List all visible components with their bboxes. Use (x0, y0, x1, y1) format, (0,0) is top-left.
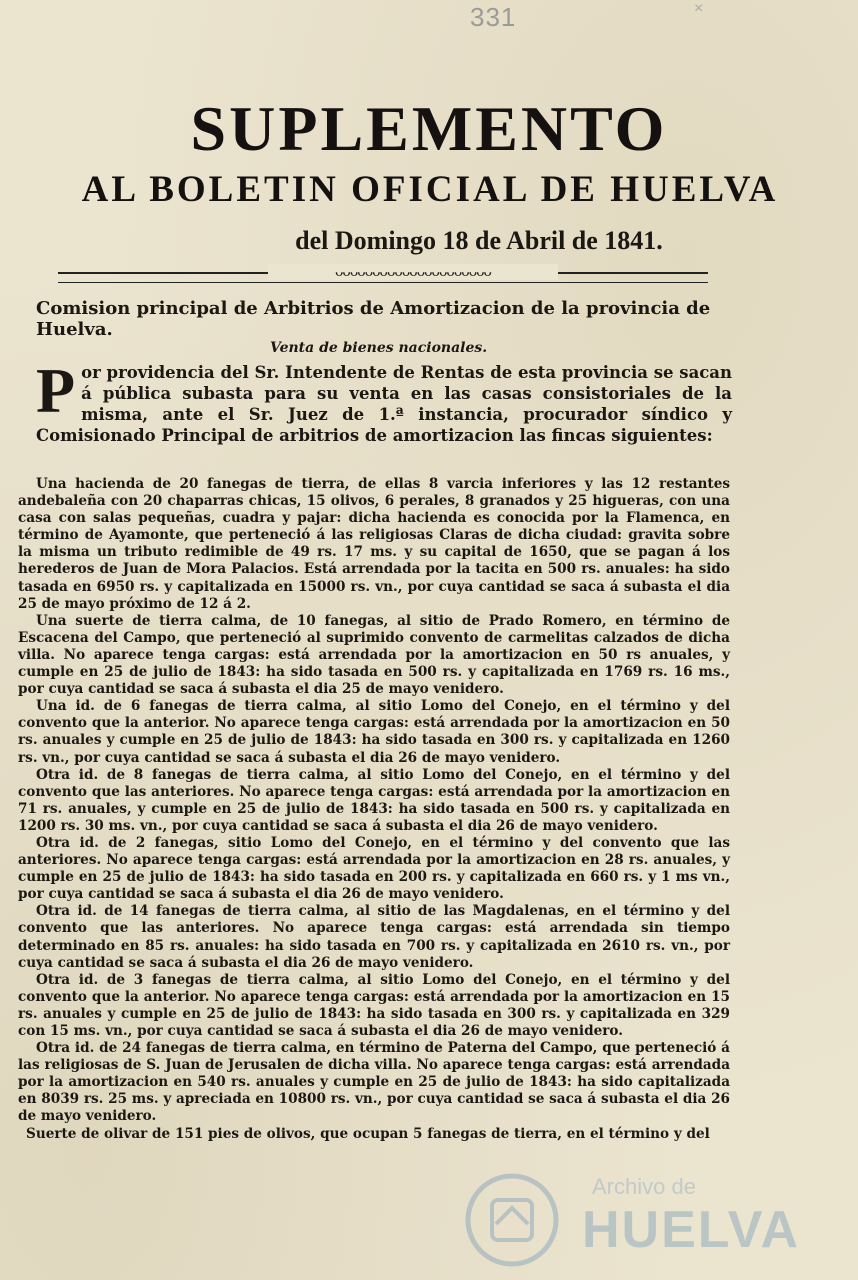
listing-paragraph: Una suerte de tierra calma, de 10 fanegas, al sitio de Prado Romero, en término de Escacena del Campo, que perteneció al suprimido convento de carmelitas calzados de dicha villa. No aparece tenga cargas: está arrendada por la amortizacion en 50 rs anuales, y cumple en 25 de julio de 1843: ha sido tasada en 500 rs. y capitalizada en 1769 rs. 16 ms., por cuya cantidad se saca á subasta el dia 25 de mayo venidero. (18, 612, 730, 698)
watermark-big-text: HUELVA (582, 1201, 801, 1259)
corner-mark: × (694, 0, 704, 17)
listing-paragraph: Otra id. de 24 fanegas de tierra calma, en término de Paterna del Campo, que perteneció á las religiosas de S. Juan de Jerusalen de dicha villa. No aparece tenga cargas: está arrendada por la amortizacion en 540 rs. anuales y cumple en 25 de julio de 1843: ha sido capitalizada en 8039 rs. 25 ms. y apreciada en 10800 rs. vn., por cuya cantidad se saca á subasta el dia 26 de mayo venidero. (18, 1040, 730, 1125)
intro-paragraph (36, 355, 732, 446)
page-subtitle: AL BOLETIN OFICIAL DE HUELVA (81, 169, 779, 210)
listing-paragraph: Una hacienda de 20 fanegas de tierra, de ellas 8 varcia inferiores y las 12 restantes andebaleña con 20 chaparras chicas, 15 olivos, 6 perales, 8 granados y 25 higueras, con una casa con salas pequeñas, cuadra y pajar: dicha hacienda es conocida por la Flamenca, en término de Ayamonte, que perteneció á las religiosas Claras de dicha ciudad: gravita sobre la misma un tributo redimible de 49 rs. 17 ms. y su capital de 1650, que se pagan á los herederos de Juan de Mora Palacios. Está arrendada por la tacita en 500 rs. anuales: ha sido tasada en 6950 rs. y capitalizada en 15000 rs. vn., por cuya cantidad se saca á subasta el dia 25 de mayo próximo de 12 á 2. (18, 476, 730, 612)
handwritten-shelfmark: 331 (470, 2, 517, 32)
watermark-small-text: Archivo de (592, 1174, 696, 1199)
section-heading: Venta de bienes nacionales. (270, 340, 488, 356)
commission-heading: Comision principal de Arbitrios de Amortizacion de la provincia de Huelva. (36, 298, 711, 340)
listing-paragraph: Otra id. de 2 fanegas, sitio Lomo del Conejo, en el término y del convento que las anteriores. No aparece tenga cargas: está arrendada por la amortizacion en 28 rs. anuales, y cumple en 25 de julio de 1843: ha sido tasada en 200 rs. y capitalizada en 660 rs. y 1 ms vn., por cuya cantidad se saca á subasta el dia 26 de mayo venidero. (18, 834, 730, 903)
rule-ornament: ᴗᴗᴗᴗᴗᴗᴗᴗᴗᴗᴗᴗᴗᴗᴗᴗᴗᴗᴗᴗᴗ (268, 264, 558, 280)
decorative-rule (58, 266, 708, 290)
issue-date: del Domingo 18 de Abril de 1841. (295, 226, 663, 255)
rule-line-bottom (58, 282, 708, 283)
page-title: SUPLEMENTO (190, 93, 668, 164)
intro-text: or providencia del Sr. Intendente de Rentas de esta provincia se sacan á pública subasta para su venta en las casas consistoriales de la misma, ante el Sr. Juez de 1.ª instancia, procurador síndico y Comisionado Principal de arbitrios de amortizacion las fincas siguientes: (36, 363, 732, 445)
listing-paragraph: Otra id. de 14 fanegas de tierra calma, al sitio de las Magdalenas, en el término y del convento que las anteriores. No aparece tenga cargas: está arrendada sin tiempo determinado en 85 rs. anuales: ha sido tasada en 700 rs. y capitalizada en 2610 rs. vn., por cuya cantidad se saca á subasta el dia 26 de mayo venidero. (18, 903, 730, 971)
listing-paragraph: Otra id. de 3 fanegas de tierra calma, al sitio Lomo del Conejo, en el término y del convento que la anterior. No aparece tenga cargas: está arrendada por la amortizacion en 15 rs. anuales y cumple en 25 de julio de 1843: ha sido tasada en 300 rs. y capitalizada en 329 con 15 ms. vn., por cuya cantidad se saca á subasta el dia 26 de mayo venidero. (18, 971, 730, 1039)
listing-paragraph: Suerte de olivar de 151 pies de olivos, que ocupan 5 fanegas de tierra, en el término y del (26, 1125, 710, 1142)
drop-cap: P (36, 355, 76, 426)
listing-paragraph: Una id. de 6 fanegas de tierra calma, al sitio Lomo del Conejo, en el término y del convento que la anterior. No aparece tenga cargas: está arrendada por la amortizacion en 50 rs. anuales y cumple en 25 de julio de 1843: ha sido tasada en 300 rs. y capitalizada en 1260 rs. vn., por cuya cantidad se saca á subasta el dia 26 de mayo venidero. (18, 698, 730, 766)
archive-watermark (452, 1170, 801, 1270)
listing-body (18, 476, 730, 1143)
archive-seal-icon (452, 1172, 572, 1268)
listing-paragraph: Otra id. de 8 fanegas de tierra calma, al sitio Lomo del Conejo, en el término y del convento que las anteriores. No aparece tenga cargas: está arrendada por la amortizacion en 71 rs. anuales, y cumple en 25 de julio de 1843: ha sido tasada en 500 rs. y capitalizada en 1200 rs. 30 ms. vn., por cuya cantidad se saca á subasta el dia 26 de mayo venidero. (18, 766, 730, 834)
